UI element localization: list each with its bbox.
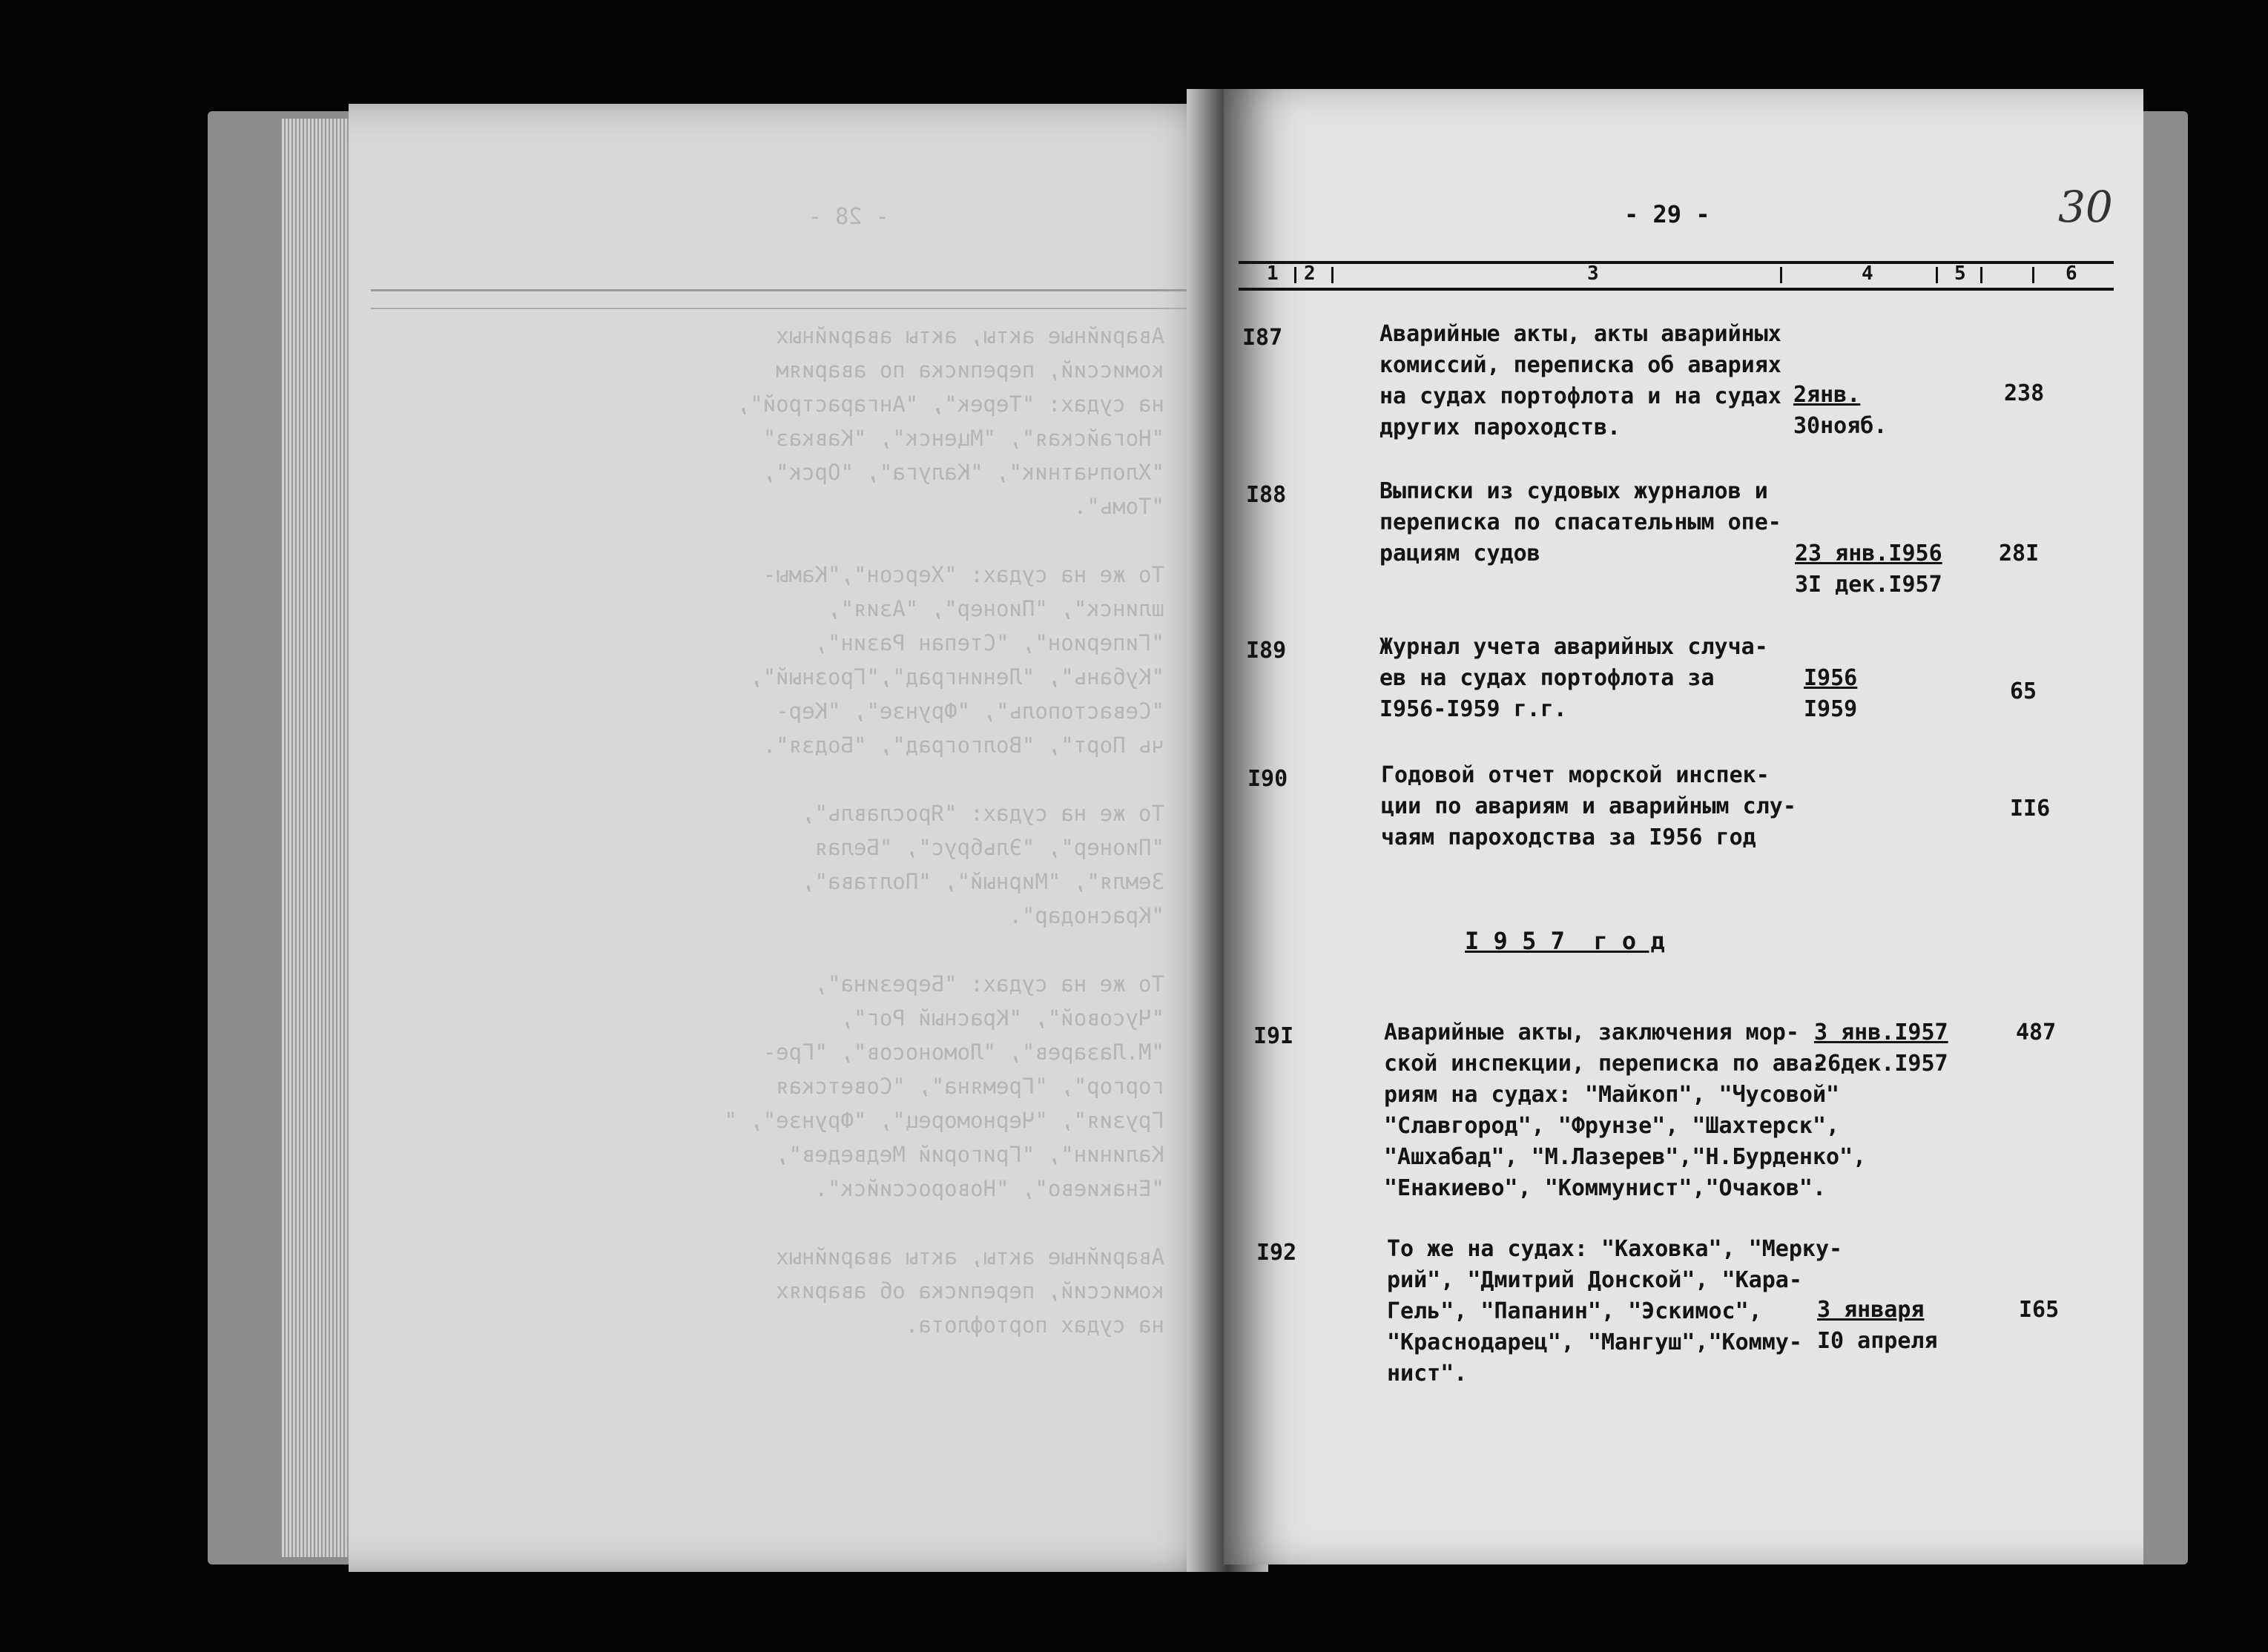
entry-number: I9I — [1253, 1023, 1294, 1049]
col-divider — [1980, 267, 1982, 283]
entry-title-line: "Ашхабад", "М.Лазерев","Н.Бурденко", — [1384, 1144, 1867, 1170]
entry-title-line: риям на судах: "Майкоп", "Чусовой" — [1384, 1082, 1840, 1108]
header-rule-top — [1239, 261, 2114, 264]
ghost-text-line: То же на судах: "Березина", — [814, 971, 1164, 997]
ghost-text-line: Калинин", "Григорий Медведев", — [776, 1142, 1164, 1167]
entry-number: I92 — [1256, 1240, 1297, 1266]
handwritten-folio-number: 30 — [2058, 182, 2113, 232]
ghost-text-line: Аварийные акты, акты аварийных — [776, 323, 1164, 348]
entry-date-end: I959 — [1804, 696, 1858, 722]
right-page — [1224, 89, 2143, 1565]
entry-sheet-count: 487 — [2016, 1020, 2057, 1045]
entry-title-line: рий", "Дмитрий Донской", "Кара- — [1387, 1267, 1802, 1293]
entry-title-line: ской инспекции, переписка по ава- — [1384, 1051, 1827, 1077]
entry-title-line: "Славгород", "Фрунзе", "Шахтерск", — [1384, 1113, 1840, 1139]
entry-title-line: других пароходств. — [1379, 414, 1621, 440]
ghost-text-line: "Ногайская", "Мценск", "Кавказ" — [762, 426, 1164, 451]
ghost-text-line: чь Порт", "Волгоград", "Бодзя". — [762, 733, 1164, 758]
entry-title-line: "Енакиево", "Коммунист","Очаков". — [1384, 1175, 1827, 1201]
ghost-text-line: То же на судах: "Херсон","Камы- — [762, 562, 1164, 587]
col-divider — [1780, 267, 1782, 283]
left-header-rule — [371, 289, 1216, 291]
entry-date-start: 2янв. — [1793, 382, 1861, 408]
ghost-text-line: комиссий, переписка по авариям — [776, 357, 1164, 383]
ghost-text-line: "М.Лазарев", "Ломоносов", "Гре- — [762, 1040, 1164, 1065]
entry-title-line: ции по авариям и аварийным слу- — [1381, 793, 1796, 819]
entry-title-line: Журнал учета аварийных случа- — [1379, 634, 1768, 660]
col-header-2: 2 — [1304, 262, 1316, 285]
col-divider — [1936, 267, 1938, 283]
entry-title-line: "Краснодарец", "Мангуш","Комму- — [1387, 1329, 1802, 1355]
col-header-3: 3 — [1587, 262, 1599, 285]
left-page-bleedthrough-text — [719, 319, 1164, 1342]
entry-number: I88 — [1246, 482, 1287, 508]
entry-title-line: I956-I959 г.г. — [1379, 696, 1567, 722]
entry-date-end: I0 апреля — [1817, 1328, 1938, 1354]
entry-title-line: нист". — [1387, 1361, 1468, 1387]
ghost-text-line: Земля", "Мирный", "Полтава", — [802, 869, 1164, 894]
ghost-text-line: "Томь". — [1073, 494, 1164, 519]
ghost-text-line: "Кубань", "Ленинград","Грозный", — [750, 664, 1164, 690]
header-rule-bottom — [1239, 288, 2114, 291]
ghost-text-line: на судах: "Терек", "Ангарастрой", — [736, 391, 1164, 417]
ghost-text-line: горгор", "Гремяна", "Советская — [776, 1074, 1164, 1099]
entry-title-line: на судах портофлота и на судах — [1379, 383, 1781, 409]
entry-date-start: 23 янв.I956 — [1795, 541, 1942, 566]
entry-sheet-count: II6 — [2010, 796, 2051, 822]
ghost-text-line: Аварийные акты, акты аварийных — [776, 1244, 1164, 1269]
entry-date-end: 3I дек.I957 — [1795, 572, 1942, 598]
left-page — [349, 104, 1227, 1572]
entry-date-start: I956 — [1804, 665, 1858, 691]
ghost-text-line: на судах портофлота. — [905, 1312, 1164, 1338]
entry-title-line: переписка по спасательным опе- — [1379, 509, 1781, 535]
ghost-text-line — [719, 762, 1164, 796]
ghost-text-line: комиссий, переписка об авариях — [776, 1278, 1164, 1304]
col-divider — [1294, 267, 1296, 283]
right-page-number: - 29 - — [1624, 200, 1710, 228]
entry-sheet-count: 65 — [2010, 678, 2037, 704]
col-divider — [1331, 267, 1334, 283]
entry-title-line: Годовой отчет морской инспек- — [1381, 762, 1770, 788]
ghost-text-line — [719, 1206, 1164, 1240]
ghost-text-line: "Пионер", "Эльбрус", "Белая — [814, 835, 1164, 860]
col-header-5: 5 — [1954, 262, 1966, 285]
year-heading: I 9 5 7 г о д — [1465, 927, 1665, 955]
entry-title-line: Гель", "Папанин", "Эскимос", — [1387, 1298, 1762, 1324]
entry-title-line: Аварийные акты, акты аварийных — [1379, 321, 1781, 347]
ghost-text-line: "Краснодар". — [1009, 903, 1164, 928]
ghost-text-line — [719, 933, 1164, 967]
col-header-6: 6 — [2066, 262, 2077, 285]
col-header-1: 1 — [1267, 262, 1279, 285]
ghost-text-line: То же на судах: "Ярославль", — [802, 801, 1164, 826]
entry-sheet-count: 28I — [1999, 541, 2040, 566]
ghost-text-line — [719, 523, 1164, 558]
entry-date-start: 3 янв.I957 — [1814, 1020, 1948, 1045]
entry-sheet-count: 238 — [2004, 380, 2045, 406]
ghost-text-line: "Севастополь", "Фрунзе", "Кер- — [776, 698, 1164, 724]
entry-title-line: рациям судов — [1379, 541, 1540, 566]
col-divider — [2032, 267, 2034, 283]
entry-title-line: чаям пароходства за I956 год — [1381, 825, 1756, 850]
left-page-number: - 28 - — [808, 204, 889, 230]
ghost-text-line: "Чусовой", "Красный Рог", — [840, 1005, 1164, 1031]
col-header-4: 4 — [1862, 262, 1873, 285]
entry-date-start: 3 января — [1817, 1297, 1925, 1323]
entry-title-line: Аварийные акты, заключения мор- — [1384, 1020, 1799, 1045]
entry-sheet-count: I65 — [2019, 1297, 2060, 1323]
entry-number: I90 — [1247, 766, 1288, 792]
ghost-text-line: Грузия", "Черноморец", "Фрунзе", " — [724, 1108, 1164, 1133]
entry-number: I87 — [1242, 325, 1283, 351]
entry-title-line: комиссий, переписка об авариях — [1379, 352, 1781, 378]
entry-title-line: Выписки из судовых журналов и — [1379, 478, 1768, 504]
entry-date-end: 30нояб. — [1793, 413, 1888, 439]
ghost-text-line: шлинск", "Пионер", "Азия", — [828, 596, 1164, 621]
entry-date-end: 26дек.I957 — [1814, 1051, 1948, 1077]
entry-title-line: То же на судах: "Каховка", "Мерку- — [1387, 1236, 1843, 1262]
left-header-rule-2 — [371, 308, 1216, 309]
entry-number: I89 — [1246, 638, 1287, 664]
entry-title-line: ев на судах портофлота за — [1379, 665, 1715, 691]
ghost-text-line: "Енакиево", "Новороссийск". — [814, 1176, 1164, 1201]
ghost-text-line: "Гиперион", "Степан Разин", — [814, 630, 1164, 655]
ghost-text-line: "Хлопчатник", "Калуга", "Орск", — [762, 460, 1164, 485]
